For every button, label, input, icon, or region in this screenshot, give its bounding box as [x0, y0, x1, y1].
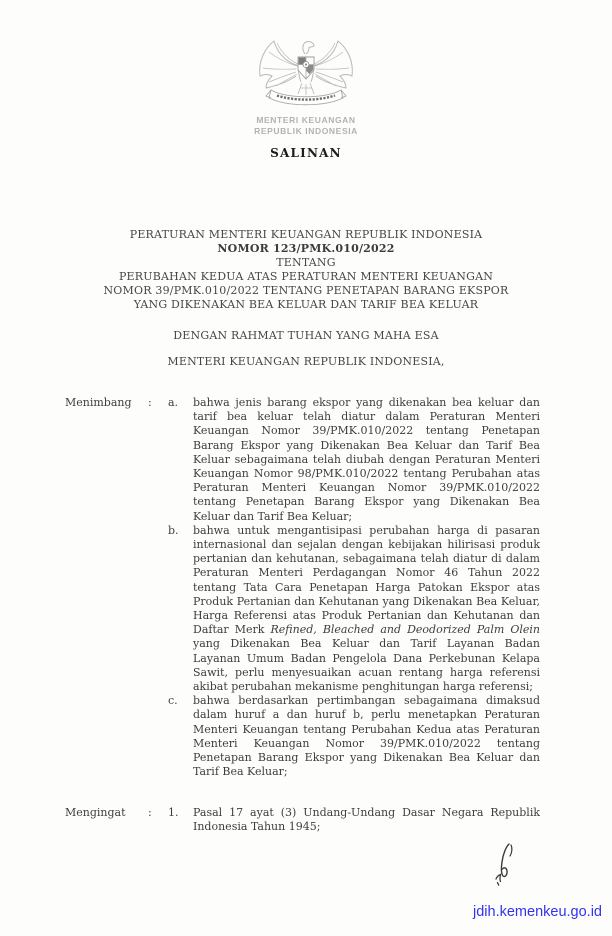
title-line-5: NOMOR 39/PMK.010/2022 TENTANG PENETAPAN BARANG EKSPOR — [103, 284, 509, 297]
enacting-authority-line: MENTERI KEUANGAN REPUBLIK INDONESIA, — [167, 355, 445, 368]
item-marker: c. — [168, 694, 178, 708]
item-text-italic-term: Refined, Bleached and Deodorized Palm Olein — [270, 623, 540, 637]
item-text — [193, 524, 540, 694]
item-text: Pasal 17 ayat (3) Undang-Undang Dasar Negara Republik Indonesia Tahun 1945; — [193, 806, 540, 834]
item-text: bahwa jenis barang ekspor yang dikenakan bea keluar dan tarif bea keluar telah diatur dalam Peraturan Menteri Keuangan Nomor 39/PMK.010/2022 tentang Penetapan Barang Ekspor yang Dikenakan Bea Keluar dan Tarif Bea Keluar sebagaimana telah diubah dengan Peraturan Menteri Keuangan Nomor 98/PMK.010/2022 tentang Perubahan atas Peraturan Menteri Keuangan Nomor 39/PMK.010/2022 tentang Penetapan Barang Ekspor yang Dikenakan Bea Keluar dan Tarif Bea Keluar; — [193, 396, 540, 523]
regulation-title — [36, 228, 576, 312]
ministry-letterhead — [0, 115, 612, 136]
item-marker: a. — [168, 396, 179, 409]
mengingat-label: Mengingat — [65, 806, 126, 819]
item-text-plain: yang Dikenakan Bea Keluar dan Tarif Layanan Badan Layanan Umum Badan Pengelola Dana Perkebunan Kelapa Sawit, perlu menyesuaikan acuan rentang harga referensi akibat perubahan mekanisme penghitungan harga referensi; — [193, 637, 540, 694]
menimbang-item-b — [168, 524, 540, 694]
ministry-name-line2: REPUBLIK INDONESIA — [254, 125, 358, 136]
title-line-3: TENTANG — [276, 256, 336, 269]
garuda-pancasila-emblem — [0, 33, 612, 115]
item-marker: b. — [168, 523, 179, 537]
menimbang-section — [65, 396, 540, 779]
mengingat-colon: : — [148, 806, 152, 819]
menimbang-colon: : — [148, 396, 152, 409]
title-line-6: YANG DIKENAKAN BEA KELUAR DAN TARIF BEA KELUAR — [133, 298, 479, 311]
title-line-4: PERUBAHAN KEDUA ATAS PERATURAN MENTERI KEUANGAN — [118, 270, 494, 283]
menimbang-item-c — [168, 694, 540, 779]
ministry-name-line1: MENTERI KEUANGAN — [256, 115, 356, 125]
invocation-line: DENGAN RAHMAT TUHAN YANG MAHA ESA — [173, 329, 439, 342]
menimbang-label: Menimbang — [65, 396, 132, 409]
title-line-1: PERATURAN MENTERI KEUANGAN REPUBLIK INDONESIA — [129, 228, 483, 241]
item-text: bahwa berdasarkan pertimbangan sebagaimana dimaksud dalam huruf a dan huruf b, perlu menetapkan Peraturan Menteri Keuangan tentang Perubahan Kedua atas Peraturan Menteri Keuangan Nomor 39/PMK.010/2022 tentang Penetapan Barang Ekspor yang Dikenakan Bea Keluar dan Tarif Bea Keluar; — [193, 694, 540, 779]
jdih-website-link[interactable]: jdih.kemenkeu.go.id — [473, 904, 602, 920]
menimbang-item-a — [168, 396, 540, 524]
item-text-plain: bahwa untuk mengantisipasi perubahan harga di pasaran internasional dan sejalan dengan kebijakan hilirisasi produk pertanian dan kehutanan, sebagaimana telah diatur di dalam Peraturan Menteri Perdagangan Nomor 46 Tahun 2022 tentang Tata Cara Penetapan Harga Patokan Ekspor atas Produk Pertanian dan Kehutanan yang Dikenakan Bea Keluar, Harga Referensi atas Produk Pertanian dan Kehutanan dan Daftar Merk — [193, 523, 540, 637]
mengingat-item-1 — [168, 806, 540, 834]
paraf-initial-mark — [487, 841, 523, 893]
title-regulation-number: NOMOR 123/PMK.010/2022 — [217, 242, 395, 255]
item-marker: 1. — [168, 806, 179, 819]
salinan-copy-stamp: SALINAN — [270, 146, 342, 160]
mengingat-section — [65, 806, 540, 834]
